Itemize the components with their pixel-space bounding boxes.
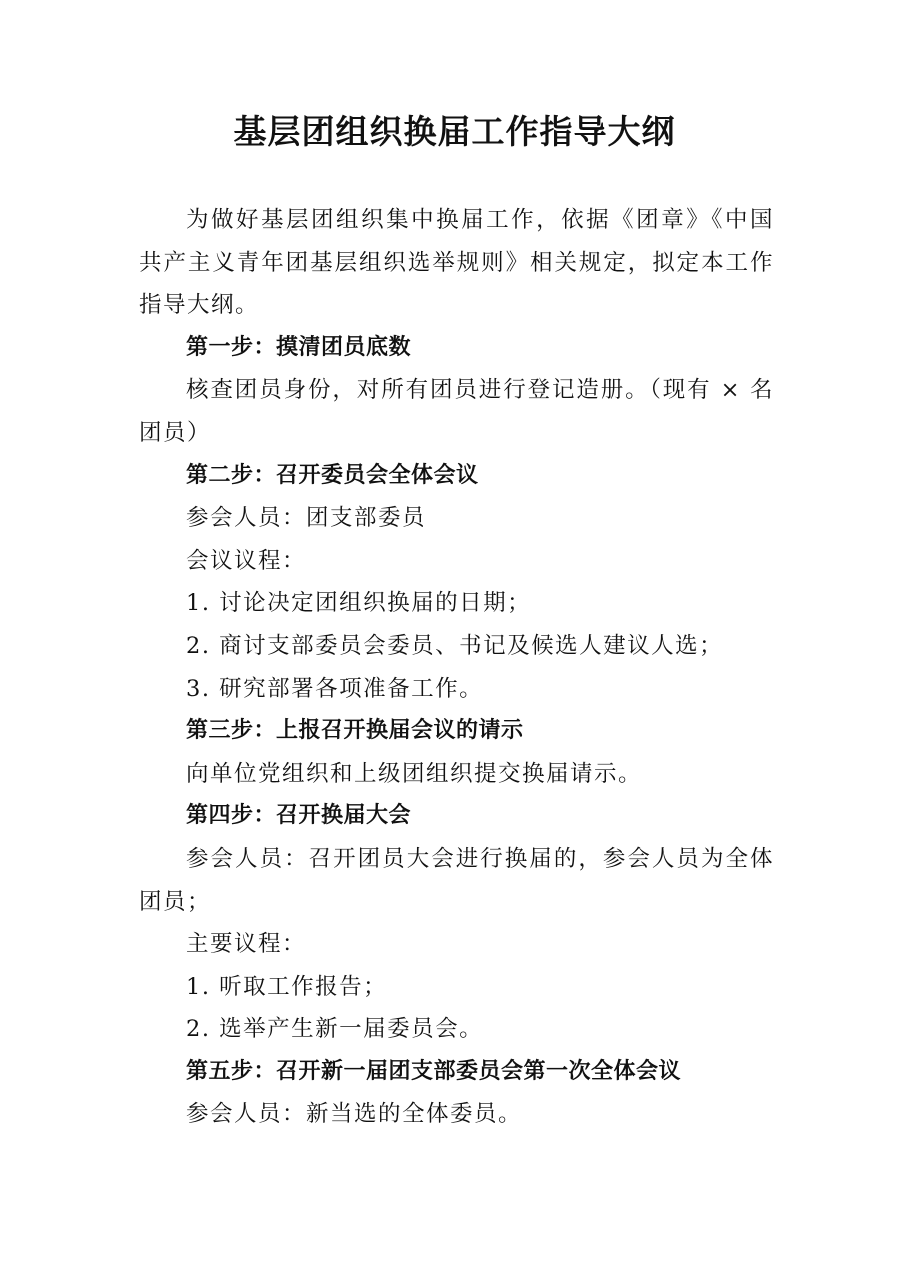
step2-heading: 第二步：召开委员会全体会议 — [186, 462, 479, 488]
step2-agenda-item: 1. 讨论决定团组织换届的日期； — [186, 590, 532, 617]
step2-agenda-label: 会议议程： — [186, 547, 307, 574]
document-title: 基层团组织换届工作指导大纲 — [233, 112, 676, 151]
intro-paragraph: 为做好基层团组织集中换届工作，依据《团章》《中国共产主义青年团基层组织选举规则》相关规定，拟定本工作指导大纲。 — [139, 207, 774, 319]
step2-attendees: 参会人员：团支部委员 — [186, 505, 427, 532]
step4-agenda-item: 2. 选举产生新一届委员会。 — [186, 1016, 484, 1043]
step1-heading: 第一步：摸清团员底数 — [186, 334, 412, 360]
step1-text: 核查团员身份，对所有团员进行登记造册。（现有 × 名团员） — [139, 377, 774, 446]
step5-heading: 第五步：召开新一届团支部委员会第一次全体会议 — [186, 1058, 682, 1084]
step4-attendees: 参会人员：召开团员大会进行换届的，参会人员为全体团员； — [139, 845, 774, 915]
step4-agenda-label: 主要议程： — [186, 931, 307, 958]
document-body — [139, 199, 774, 1136]
step3-heading: 第三步：上报召开换届会议的请示 — [186, 718, 524, 744]
step2-agenda-item: 2. 商讨支部委员会委员、书记及候选人建议人选； — [186, 632, 724, 659]
step4-agenda-item: 1. 听取工作报告； — [186, 973, 388, 1000]
step2-agenda-item: 3. 研究部署各项准备工作。 — [186, 675, 484, 702]
step4-heading: 第四步：召开换届大会 — [186, 803, 412, 829]
step3-text: 向单位党组织和上级团组织提交换届请示。 — [186, 760, 643, 787]
step5-attendees: 参会人员：新当选的全体委员。 — [186, 1101, 523, 1128]
